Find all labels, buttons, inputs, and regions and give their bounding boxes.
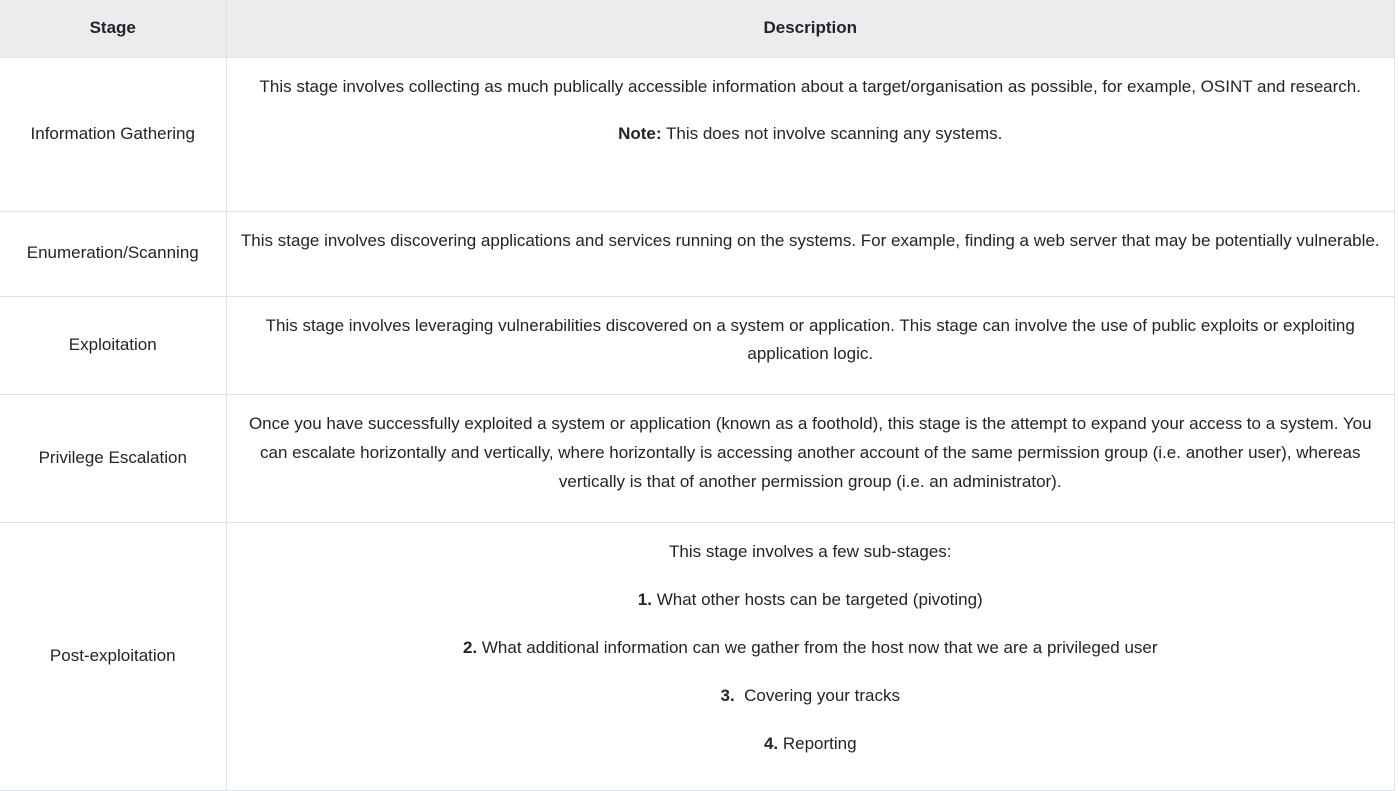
description-paragraph [239,682,1383,711]
description-cell [226,211,1395,296]
body-text: This stage involves a few sub-stages: [668,541,952,561]
description-cell [226,57,1395,211]
table-row [0,522,1395,790]
bold-text: Note: [618,124,662,144]
description-paragraph [239,227,1383,256]
description-cell [226,296,1395,395]
stage-cell: Exploitation [0,296,226,395]
description-cell [226,395,1395,523]
bold-text: 2. [462,637,478,657]
body-text: This does not involve scanning any systems. [661,124,1003,144]
description-paragraph [239,73,1383,102]
description-cell [226,522,1395,790]
body-text: Reporting [778,733,857,753]
description-paragraph [239,730,1383,759]
bold-text: 3. [720,685,735,705]
stage-cell: Enumeration/Scanning [0,211,226,296]
table-row [0,296,1395,395]
description-paragraph [239,586,1383,615]
stage-cell: Information Gathering [0,57,226,211]
description-paragraph [239,634,1383,663]
description-paragraph [239,538,1383,567]
body-text: Covering your tracks [734,685,901,705]
table-row [0,395,1395,523]
table-row [0,57,1395,211]
body-text: This stage involves leveraging vulnerabilities discovered on a system or application. This stage can involve the use of public exploits or exploiting application logic. [265,315,1360,364]
body-text: What additional information can we gather from the host now that we are a privileged user [477,637,1158,657]
table-row [0,211,1395,296]
body-text: What other hosts can be targeted (pivoting) [651,589,983,609]
description-paragraph [239,312,1383,370]
stage-cell: Privilege Escalation [0,395,226,523]
stage-cell: Post-exploitation [0,522,226,790]
body-text: This stage involves collecting as much publically accessible information about a target/organisation as possible, for example, OSINT and research. [259,76,1361,96]
table-body [0,57,1395,790]
description-paragraph [239,410,1383,497]
body-text: Once you have successfully exploited a system or application (known as a foothold), this stage is the attempt to expand your access to a system. You can escalate horizontally and vertically, where horizontally is accessing another account of the same permission group (i.e. another user), whereas vertically is that of another permission group (i.e. an administrator). [248,414,1377,492]
bold-text: 1. [637,589,652,609]
table-header [0,0,1395,57]
body-text: This stage involves discovering applications and services running on the systems. For example, finding a web server that may be potentially vulnerable. [240,230,1380,250]
description-paragraph [239,120,1383,149]
column-header-description: Description [226,0,1395,57]
column-header-stage: Stage [0,0,226,57]
header-row [0,0,1395,57]
bold-text: 4. [763,733,779,753]
